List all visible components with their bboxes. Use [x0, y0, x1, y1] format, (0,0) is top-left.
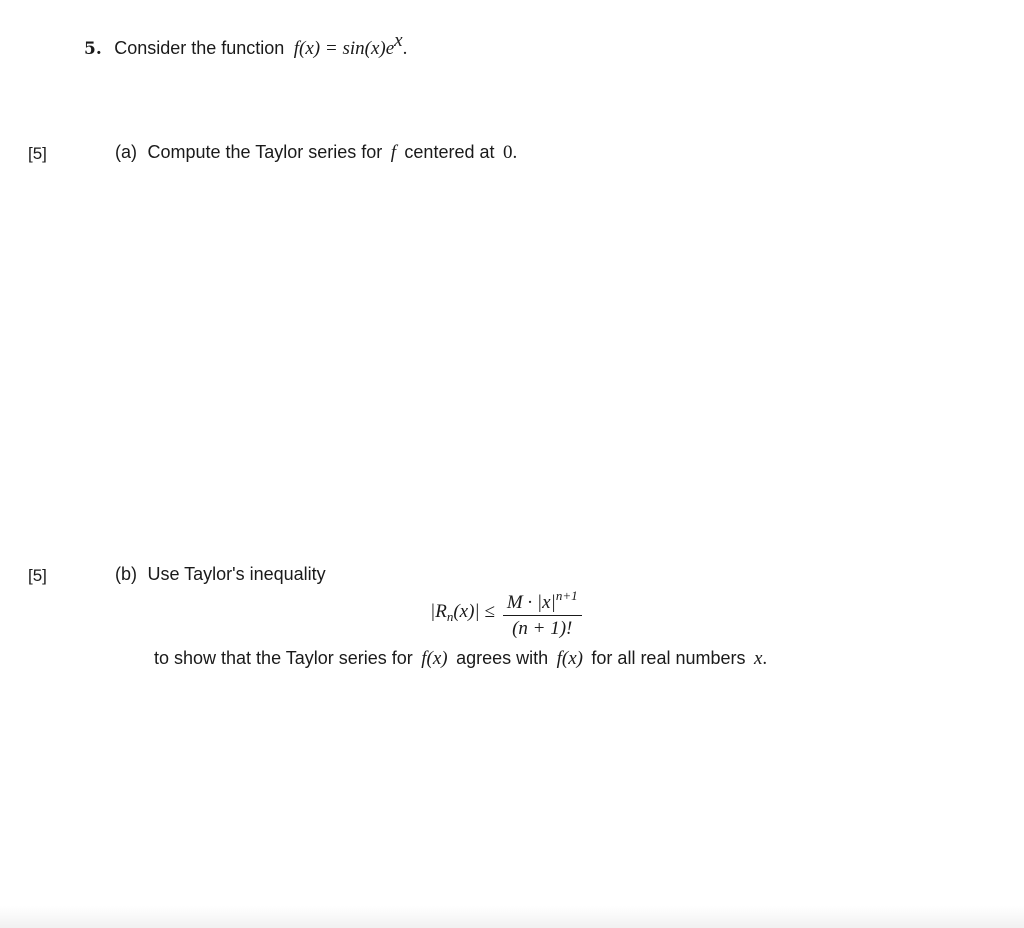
- fraction-numerator: $M \cdot |x|^{n+1}$: [506, 588, 578, 613]
- part-a-line: [115, 142, 517, 164]
- inequality-lhs: $|R_n(x)|$ ≤: [430, 600, 495, 624]
- part-a-points: [5]: [28, 144, 47, 163]
- conclusion-text-3: for all real numbers: [591, 648, 746, 668]
- question-period: .: [402, 38, 408, 59]
- fraction-denominator: (n + 1)!: [512, 618, 573, 639]
- page-bottom-shade: [0, 906, 1024, 928]
- part-b-label: (b): [115, 564, 137, 584]
- question-intro: Consider the function: [114, 38, 285, 58]
- function-exponent: x: [394, 30, 403, 51]
- part-b-line: [115, 564, 326, 585]
- question-number: 5.: [84, 39, 102, 59]
- function-expression: f(x) = sin(x)e: [293, 38, 395, 59]
- conclusion-text-2: agrees with: [456, 648, 549, 668]
- part-a-text-before: Compute the Taylor series for: [147, 142, 383, 162]
- part-b-points: [5]: [28, 566, 47, 585]
- part-a-label: (a): [115, 142, 137, 162]
- part-a-center: 0.: [502, 142, 518, 163]
- part-a-text-after: centered at: [404, 142, 495, 162]
- conclusion-period: .: [762, 648, 768, 669]
- part-a-f: f: [390, 142, 396, 163]
- inequality-fraction: [503, 585, 582, 640]
- question-5-line: [84, 30, 407, 60]
- taylor-inequality: [430, 585, 582, 640]
- part-b-text: Use Taylor's inequality: [147, 564, 326, 584]
- part-b-conclusion: [154, 648, 767, 670]
- conclusion-math-2: f(x): [556, 648, 583, 669]
- conclusion-math-1: f(x): [421, 648, 448, 669]
- conclusion-text-1: to show that the Taylor series for: [154, 648, 413, 668]
- conclusion-math-3: x: [753, 648, 763, 669]
